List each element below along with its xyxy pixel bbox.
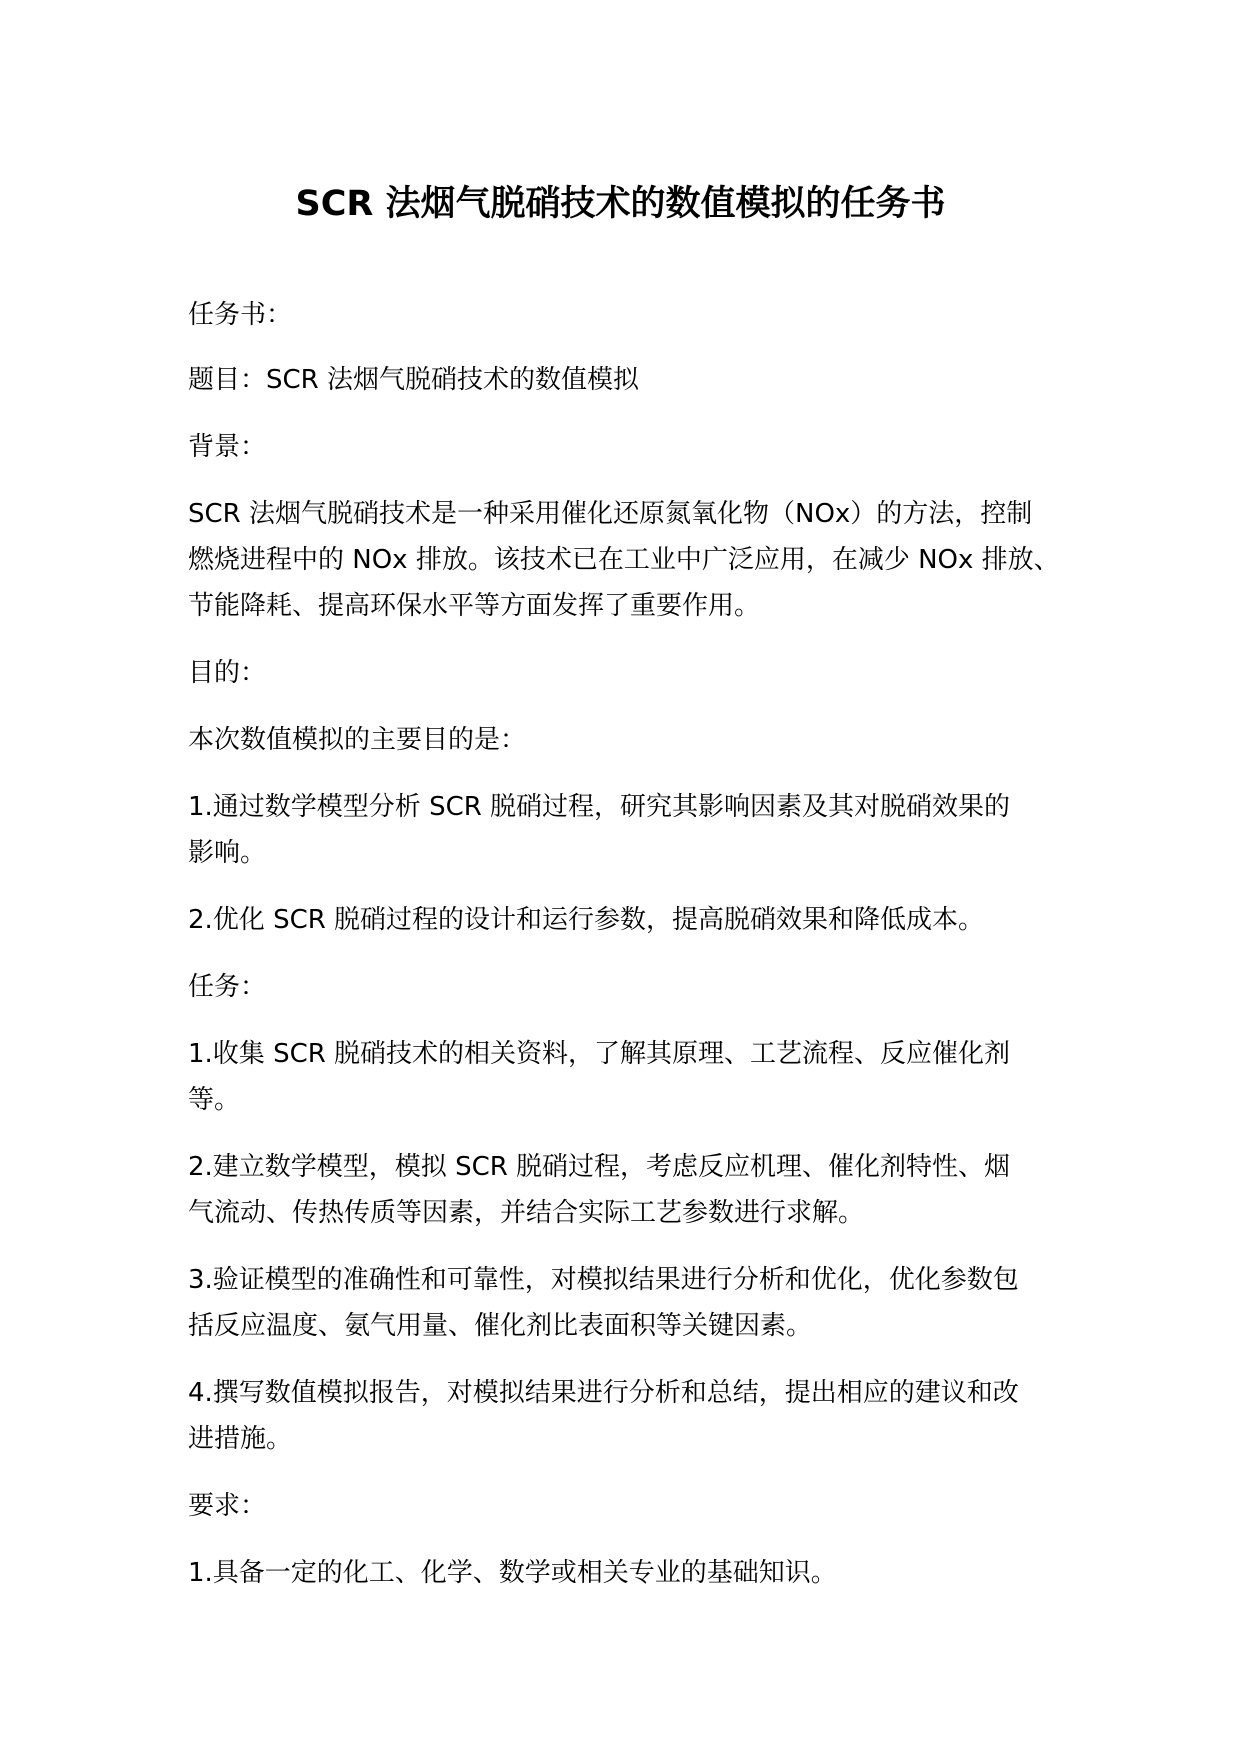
task-item-4-line-1: 4.撰写数值模拟报告，对模拟结果进行分析和总结，提出相应的建议和改 — [188, 1378, 1019, 1408]
task-item-2-line-1: 2.建立数学模型，模拟 SCR 脱硝过程，考虑反应机理、催化剂特性、烟 — [188, 1152, 1011, 1182]
task-item-3-line-2: 括反应温度、氨气用量、催化剂比表面积等关键因素。 — [188, 1311, 813, 1341]
document-title: SCR 法烟气脱硝技术的数值模拟的任务书 — [295, 184, 946, 224]
label-task-book: 任务书： — [188, 300, 293, 330]
topic-line: 题目：SCR 法烟气脱硝技术的数值模拟 — [188, 365, 639, 395]
label-background: 背景： — [188, 432, 267, 462]
task-item-4-line-2: 进措施。 — [188, 1424, 293, 1454]
task-item-1-line-1: 1.收集 SCR 脱硝技术的相关资料，了解其原理、工艺流程、反应催化剂 — [188, 1039, 1011, 1069]
task-item-3-line-1: 3.验证模型的准确性和可靠性，对模拟结果进行分析和优化，优化参数包 — [188, 1265, 1019, 1295]
purpose-item-1-line-2: 影响。 — [188, 838, 267, 868]
requirement-item-1: 1.具备一定的化工、化学、数学或相关专业的基础知识。 — [188, 1558, 837, 1588]
background-line-1: SCR 法烟气脱硝技术是一种采用催化还原氮氧化物（NOx）的方法，控制 — [188, 499, 1033, 529]
background-line-2: 燃烧进程中的 NOx 排放。该技术已在工业中广泛应用，在减少 NOx 排放、 — [188, 545, 1060, 575]
background-line-3: 节能降耗、提高环保水平等方面发挥了重要作用。 — [188, 591, 761, 621]
purpose-item-2: 2.优化 SCR 脱硝过程的设计和运行参数，提高脱硝效果和降低成本。 — [188, 905, 985, 935]
purpose-item-1-line-1: 1.通过数学模型分析 SCR 脱硝过程，研究其影响因素及其对脱硝效果的 — [188, 792, 1011, 822]
label-requirements: 要求： — [188, 1491, 267, 1521]
task-item-1-line-2: 等。 — [188, 1085, 241, 1115]
purpose-intro: 本次数值模拟的主要目的是： — [188, 725, 527, 755]
label-tasks: 任务： — [188, 972, 267, 1002]
label-purpose: 目的： — [188, 658, 267, 688]
task-item-2-line-2: 气流动、传热传质等因素，并结合实际工艺参数进行求解。 — [188, 1198, 865, 1228]
